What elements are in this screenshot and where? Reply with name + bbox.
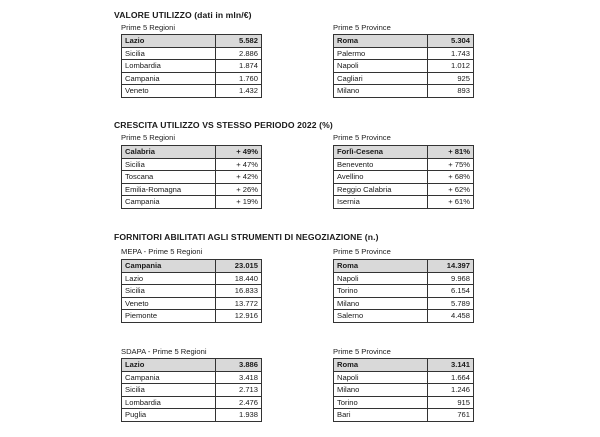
cell-name: Salerno bbox=[334, 310, 428, 323]
table-valore-province bbox=[333, 34, 474, 98]
table-sdapa-province bbox=[333, 358, 474, 422]
cell-name: Forlì-Cesena bbox=[334, 146, 428, 159]
cell-name: Avellino bbox=[334, 171, 428, 184]
table-row bbox=[122, 85, 262, 98]
subtitle-province: Prime 5 Province bbox=[333, 23, 391, 32]
cell-name: Palermo bbox=[334, 47, 428, 60]
cell-name: Campania bbox=[122, 196, 216, 209]
cell-value: 1.246 bbox=[428, 384, 474, 397]
table-row-top bbox=[122, 146, 262, 159]
cell-name: Piemonte bbox=[122, 310, 216, 323]
cell-name: Milano bbox=[334, 384, 428, 397]
subtitle-mepa-regioni: MEPA - Prime 5 Regioni bbox=[121, 247, 203, 256]
table-row bbox=[334, 60, 474, 73]
cell-name: Toscana bbox=[122, 171, 216, 184]
cell-name: Emilia-Romagna bbox=[122, 183, 216, 196]
cell-value: 3.418 bbox=[216, 371, 262, 384]
cell-name: Torino bbox=[334, 285, 428, 298]
table-row bbox=[334, 85, 474, 98]
table-row bbox=[122, 310, 262, 323]
table-row bbox=[334, 47, 474, 60]
cell-name: Lazio bbox=[122, 35, 216, 48]
table-row bbox=[334, 72, 474, 85]
table-row bbox=[122, 285, 262, 298]
table-row bbox=[122, 158, 262, 171]
table-mepa-province bbox=[333, 259, 474, 323]
cell-name: Roma bbox=[334, 35, 428, 48]
cell-name: Veneto bbox=[122, 85, 216, 98]
subtitle-regioni: Prime 5 Regioni bbox=[121, 133, 176, 142]
table-row bbox=[122, 371, 262, 384]
cell-name: Veneto bbox=[122, 297, 216, 310]
table-row-top bbox=[334, 35, 474, 48]
cell-name: Calabria bbox=[122, 146, 216, 159]
cell-value: 3.141 bbox=[428, 359, 474, 372]
table-row-top bbox=[122, 359, 262, 372]
table-row-top bbox=[334, 260, 474, 273]
cell-value: + 62% bbox=[428, 183, 474, 196]
table-row bbox=[334, 409, 474, 422]
cell-value: + 49% bbox=[216, 146, 262, 159]
cell-name: Napoli bbox=[334, 60, 428, 73]
cell-value: 1.743 bbox=[428, 47, 474, 60]
table-row bbox=[122, 60, 262, 73]
cell-name: Torino bbox=[334, 396, 428, 409]
cell-name: Puglia bbox=[122, 409, 216, 422]
section-title-valore-utilizzo: VALORE UTILIZZO (dati in mln/€) bbox=[114, 10, 252, 20]
cell-name: Campania bbox=[122, 72, 216, 85]
cell-name: Roma bbox=[334, 359, 428, 372]
cell-name: Roma bbox=[334, 260, 428, 273]
table-row-top bbox=[334, 359, 474, 372]
cell-name: Campania bbox=[122, 260, 216, 273]
table-row bbox=[122, 272, 262, 285]
cell-value: 1.432 bbox=[216, 85, 262, 98]
cell-value: 23.015 bbox=[216, 260, 262, 273]
table-row bbox=[334, 171, 474, 184]
cell-value: 4.458 bbox=[428, 310, 474, 323]
table-row bbox=[334, 183, 474, 196]
cell-name: Campania bbox=[122, 371, 216, 384]
table-row bbox=[334, 384, 474, 397]
cell-value: + 75% bbox=[428, 158, 474, 171]
cell-name: Napoli bbox=[334, 371, 428, 384]
cell-value: + 42% bbox=[216, 171, 262, 184]
cell-value: 761 bbox=[428, 409, 474, 422]
table-row bbox=[334, 196, 474, 209]
subtitle-regioni: Prime 5 Regioni bbox=[121, 23, 176, 32]
section-title-crescita-utilizzo: CRESCITA UTILIZZO VS STESSO PERIODO 2022 (%) bbox=[114, 120, 333, 130]
cell-name: Sicilia bbox=[122, 285, 216, 298]
cell-name: Isernia bbox=[334, 196, 428, 209]
table-row bbox=[334, 285, 474, 298]
subtitle-province: Prime 5 Province bbox=[333, 347, 391, 356]
cell-name: Lazio bbox=[122, 272, 216, 285]
cell-value: 6.154 bbox=[428, 285, 474, 298]
cell-value: 2.476 bbox=[216, 396, 262, 409]
cell-value: 12.916 bbox=[216, 310, 262, 323]
cell-name: Milano bbox=[334, 85, 428, 98]
cell-name: Napoli bbox=[334, 272, 428, 285]
table-row bbox=[334, 297, 474, 310]
cell-name: Lazio bbox=[122, 359, 216, 372]
cell-name: Cagliari bbox=[334, 72, 428, 85]
table-mepa-regioni bbox=[121, 259, 262, 323]
table-row bbox=[122, 183, 262, 196]
table-row bbox=[334, 272, 474, 285]
table-row-top bbox=[122, 35, 262, 48]
cell-value: 3.886 bbox=[216, 359, 262, 372]
cell-name: Bari bbox=[334, 409, 428, 422]
table-row-top bbox=[334, 146, 474, 159]
cell-value: + 81% bbox=[428, 146, 474, 159]
cell-value: 893 bbox=[428, 85, 474, 98]
cell-value: 16.833 bbox=[216, 285, 262, 298]
subtitle-province: Prime 5 Province bbox=[333, 133, 391, 142]
table-row bbox=[122, 409, 262, 422]
table-row bbox=[334, 371, 474, 384]
subtitle-province: Prime 5 Province bbox=[333, 247, 391, 256]
table-row bbox=[122, 396, 262, 409]
cell-value: 2.886 bbox=[216, 47, 262, 60]
cell-value: 1.938 bbox=[216, 409, 262, 422]
table-row bbox=[334, 158, 474, 171]
cell-name: Lombardia bbox=[122, 396, 216, 409]
cell-value: 1.012 bbox=[428, 60, 474, 73]
cell-value: + 26% bbox=[216, 183, 262, 196]
cell-value: + 19% bbox=[216, 196, 262, 209]
cell-value: 5.582 bbox=[216, 35, 262, 48]
table-row bbox=[122, 196, 262, 209]
subtitle-sdapa-regioni: SDAPA - Prime 5 Regioni bbox=[121, 347, 207, 356]
table-valore-regioni bbox=[121, 34, 262, 98]
table-row bbox=[122, 47, 262, 60]
table-row-top bbox=[122, 260, 262, 273]
cell-value: 14.397 bbox=[428, 260, 474, 273]
cell-value: + 61% bbox=[428, 196, 474, 209]
cell-value: 9.968 bbox=[428, 272, 474, 285]
cell-value: 2.713 bbox=[216, 384, 262, 397]
cell-name: Sicilia bbox=[122, 158, 216, 171]
cell-name: Benevento bbox=[334, 158, 428, 171]
table-row bbox=[122, 297, 262, 310]
table-row bbox=[334, 396, 474, 409]
cell-name: Lombardia bbox=[122, 60, 216, 73]
cell-value: 13.772 bbox=[216, 297, 262, 310]
table-sdapa-regioni bbox=[121, 358, 262, 422]
section-title-fornitori-abilitati: FORNITORI ABILITATI AGLI STRUMENTI DI NEGOZIAZIONE (n.) bbox=[114, 232, 379, 242]
cell-value: 915 bbox=[428, 396, 474, 409]
table-row bbox=[122, 72, 262, 85]
cell-value: + 68% bbox=[428, 171, 474, 184]
cell-value: 5.789 bbox=[428, 297, 474, 310]
cell-name: Sicilia bbox=[122, 47, 216, 60]
cell-value: 18.440 bbox=[216, 272, 262, 285]
table-row bbox=[122, 171, 262, 184]
cell-value: + 47% bbox=[216, 158, 262, 171]
table-crescita-regioni bbox=[121, 145, 262, 209]
cell-value: 925 bbox=[428, 72, 474, 85]
cell-value: 1.760 bbox=[216, 72, 262, 85]
table-row bbox=[122, 384, 262, 397]
cell-value: 1.664 bbox=[428, 371, 474, 384]
table-row bbox=[334, 310, 474, 323]
table-crescita-province bbox=[333, 145, 474, 209]
cell-name: Milano bbox=[334, 297, 428, 310]
cell-name: Sicilia bbox=[122, 384, 216, 397]
cell-name: Reggio Calabria bbox=[334, 183, 428, 196]
cell-value: 5.304 bbox=[428, 35, 474, 48]
cell-value: 1.874 bbox=[216, 60, 262, 73]
